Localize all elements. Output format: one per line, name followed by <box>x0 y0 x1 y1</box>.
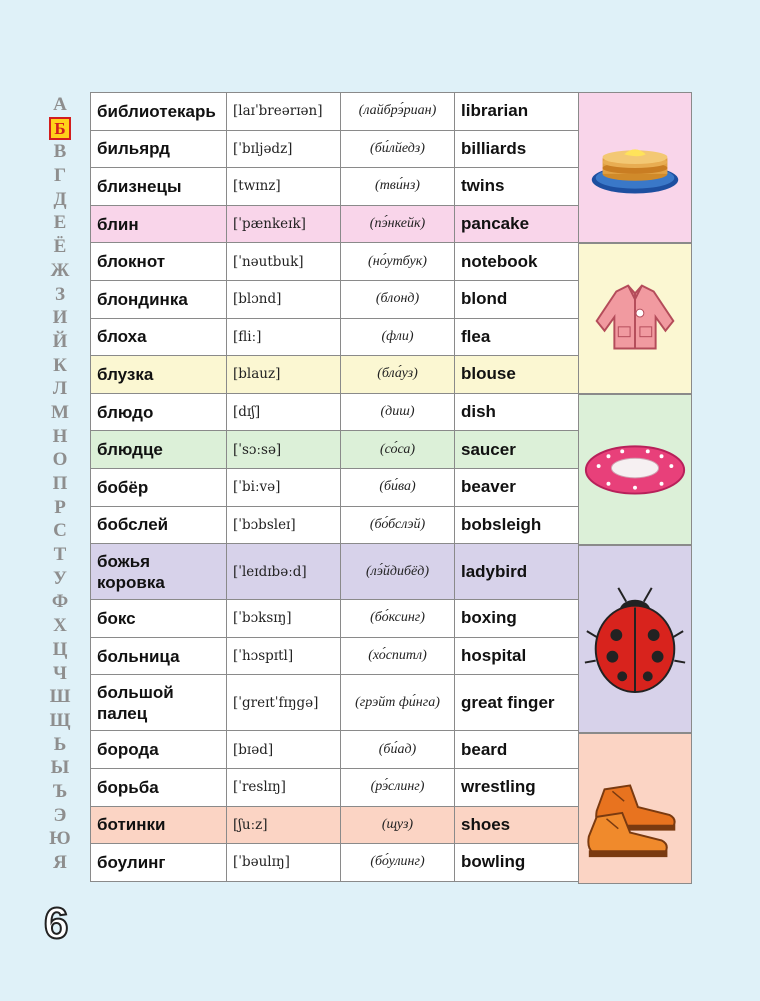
english-word: boxing <box>455 600 579 638</box>
transcription: [ˈpænkeɪk] <box>227 205 341 243</box>
picture-panel-pancake <box>578 92 692 243</box>
russian-pronunciation: (грэйт фи́нга) <box>341 675 455 731</box>
transcription: [ˈbɪljədz] <box>227 130 341 168</box>
russian-word: бокс <box>91 600 227 638</box>
russian-pronunciation: (лайбрэ́риан) <box>341 93 455 131</box>
english-word: bobsleigh <box>455 506 579 544</box>
alphabet-letter[interactable]: Ё <box>53 236 67 258</box>
russian-word: ботинки <box>91 806 227 844</box>
russian-word: большой палец <box>91 675 227 731</box>
russian-word: блин <box>91 205 227 243</box>
alphabet-letter[interactable]: И <box>52 307 68 329</box>
transcription: [dɪʃ] <box>227 393 341 431</box>
english-word: twins <box>455 168 579 206</box>
pancake-stack-icon <box>579 93 691 242</box>
russian-pronunciation: (хо́спитл) <box>341 637 455 675</box>
alphabet-letter[interactable]: Н <box>52 425 68 447</box>
transcription: [ˈhɔspɪtl] <box>227 637 341 675</box>
table-row <box>91 243 579 281</box>
transcription: [ˈgreɪtˈfɪŋgə] <box>227 675 341 731</box>
russian-word: боулинг <box>91 844 227 882</box>
english-word: wrestling <box>455 768 579 806</box>
english-word: librarian <box>455 93 579 131</box>
russian-pronunciation: (бо́ксинг) <box>341 600 455 638</box>
table-row <box>91 468 579 506</box>
alphabet-letter[interactable]: А <box>53 94 67 115</box>
russian-pronunciation: (со́са) <box>341 431 455 469</box>
alphabet-letter[interactable]: Б <box>46 117 74 141</box>
transcription: [ˈsɔːsə] <box>227 431 341 469</box>
english-word: beaver <box>455 468 579 506</box>
alphabet-letter[interactable]: Д <box>53 188 67 210</box>
english-word: shoes <box>455 806 579 844</box>
russian-pronunciation: (бла́уз) <box>341 356 455 394</box>
alphabet-letter[interactable]: Ш <box>49 686 71 708</box>
russian-pronunciation: (би́лйедз) <box>341 130 455 168</box>
alphabet-letter[interactable]: Г <box>53 165 67 187</box>
alphabet-letter[interactable]: В <box>53 141 67 163</box>
vocabulary-table <box>90 92 579 882</box>
russian-word: блондинка <box>91 280 227 318</box>
russian-word: блюдо <box>91 393 227 431</box>
alphabet-letter[interactable]: Е <box>53 212 67 234</box>
transcription: [ˈbiːvə] <box>227 468 341 506</box>
alphabet-letter[interactable]: Ы <box>50 757 70 779</box>
russian-word: блоха <box>91 318 227 356</box>
russian-pronunciation: (фли) <box>341 318 455 356</box>
russian-pronunciation: (блонд) <box>341 280 455 318</box>
table-row <box>91 280 579 318</box>
russian-pronunciation: (би́ва) <box>341 468 455 506</box>
english-word: saucer <box>455 431 579 469</box>
alphabet-letter[interactable]: Х <box>53 615 67 637</box>
alphabet-letter[interactable]: П <box>52 473 68 494</box>
picture-panel-jacket <box>578 243 692 394</box>
russian-pronunciation: (но́утбук) <box>341 243 455 281</box>
transcription: [ʃuːz] <box>227 806 341 844</box>
russian-pronunciation: (пэ́нкейк) <box>341 205 455 243</box>
table-row <box>91 318 579 356</box>
transcription: [bɪəd] <box>227 731 341 769</box>
russian-word: близнецы <box>91 168 227 206</box>
english-word: bowling <box>455 844 579 882</box>
table-row <box>91 544 579 600</box>
english-word: pancake <box>455 205 579 243</box>
transcription: [laɪˈbreərɪən] <box>227 93 341 131</box>
russian-pronunciation: (щуз) <box>341 806 455 844</box>
russian-word: божья коровка <box>91 544 227 600</box>
alphabet-letter[interactable]: Ь <box>53 733 67 755</box>
russian-pronunciation: (рэ́слинг) <box>341 768 455 806</box>
table-row <box>91 205 579 243</box>
alphabet-letter[interactable]: Ч <box>53 662 67 684</box>
alphabet-letter[interactable]: Ф <box>51 591 69 613</box>
table-row <box>91 600 579 638</box>
table-row <box>91 393 579 431</box>
english-word: notebook <box>455 243 579 281</box>
table-row <box>91 356 579 394</box>
table-row <box>91 768 579 806</box>
table-row <box>91 806 579 844</box>
alphabet-letter[interactable]: Л <box>52 378 68 400</box>
table-row <box>91 637 579 675</box>
transcription: [ˈbɔksɪŋ] <box>227 600 341 638</box>
russian-word: больница <box>91 637 227 675</box>
russian-pronunciation: (диш) <box>341 393 455 431</box>
transcription: [blauz] <box>227 356 341 394</box>
english-word: great finger <box>455 675 579 731</box>
english-word: flea <box>455 318 579 356</box>
russian-word: блузка <box>91 356 227 394</box>
alphabet-letter[interactable]: М <box>51 401 69 423</box>
english-word: blond <box>455 280 579 318</box>
shoes-icon <box>579 734 691 883</box>
russian-word: библиотекарь <box>91 93 227 131</box>
table-row <box>91 731 579 769</box>
alphabet-letter[interactable]: Т <box>53 544 67 566</box>
english-word: ladybird <box>455 544 579 600</box>
alphabet-letter[interactable]: Э <box>53 804 67 826</box>
english-word: dish <box>455 393 579 431</box>
russian-word: блокнот <box>91 243 227 281</box>
alphabet-index <box>44 93 76 875</box>
ladybird-icon <box>579 546 691 732</box>
transcription: [ˈbɔbsleɪ] <box>227 506 341 544</box>
transcription: [blɔnd] <box>227 280 341 318</box>
russian-word: блюдце <box>91 431 227 469</box>
russian-pronunciation: (бо́улинг) <box>341 844 455 882</box>
table-row <box>91 130 579 168</box>
russian-pronunciation: (тви́нз) <box>341 168 455 206</box>
alphabet-letter[interactable]: О <box>52 449 68 471</box>
english-word: billiards <box>455 130 579 168</box>
alphabet-letter[interactable]: Ю <box>49 828 71 850</box>
transcription: [fliː] <box>227 318 341 356</box>
table-row <box>91 675 579 731</box>
saucer-icon <box>579 395 691 544</box>
alphabet-letter[interactable]: Ц <box>52 638 68 660</box>
english-word: hospital <box>455 637 579 675</box>
table-row <box>91 93 579 131</box>
russian-word: борьба <box>91 768 227 806</box>
picture-panel-saucer <box>578 394 692 545</box>
russian-word: борода <box>91 731 227 769</box>
russian-pronunciation: (бо́бслэй) <box>341 506 455 544</box>
table-row <box>91 431 579 469</box>
transcription: [ˈnəutbuk] <box>227 243 341 281</box>
alphabet-letter[interactable]: К <box>53 354 67 376</box>
russian-word: бобслей <box>91 506 227 544</box>
jacket-icon <box>579 244 691 393</box>
alphabet-letter[interactable]: Ъ <box>52 780 68 802</box>
alphabet-letter[interactable]: У <box>53 567 67 589</box>
alphabet-letter[interactable]: З <box>54 283 66 305</box>
transcription: [ˈreslɪŋ] <box>227 768 341 806</box>
russian-word: бобёр <box>91 468 227 506</box>
table-row <box>91 168 579 206</box>
transcription: [ˈleɪdɪbəːd] <box>227 544 341 600</box>
english-word: beard <box>455 731 579 769</box>
transcription: [ˈbəulɪŋ] <box>227 844 341 882</box>
russian-pronunciation: (лэ́йдибёд) <box>341 544 455 600</box>
alphabet-letter[interactable]: Р <box>54 496 66 518</box>
russian-word: бильярд <box>91 130 227 168</box>
transcription: [twɪnz] <box>227 168 341 206</box>
picture-panel-ladybird <box>578 545 692 733</box>
picture-panel-shoes <box>578 733 692 884</box>
alphabet-letter[interactable]: Щ <box>49 709 71 731</box>
alphabet-letter[interactable]: Й <box>52 330 68 352</box>
alphabet-letter[interactable]: Ж <box>50 259 70 281</box>
page-number: 6 <box>44 899 69 948</box>
alphabet-letter[interactable]: Я <box>53 852 67 873</box>
table-row <box>91 844 579 882</box>
table-row <box>91 506 579 544</box>
alphabet-letter[interactable]: С <box>53 520 67 542</box>
english-word: blouse <box>455 356 579 394</box>
russian-pronunciation: (би́ад) <box>341 731 455 769</box>
